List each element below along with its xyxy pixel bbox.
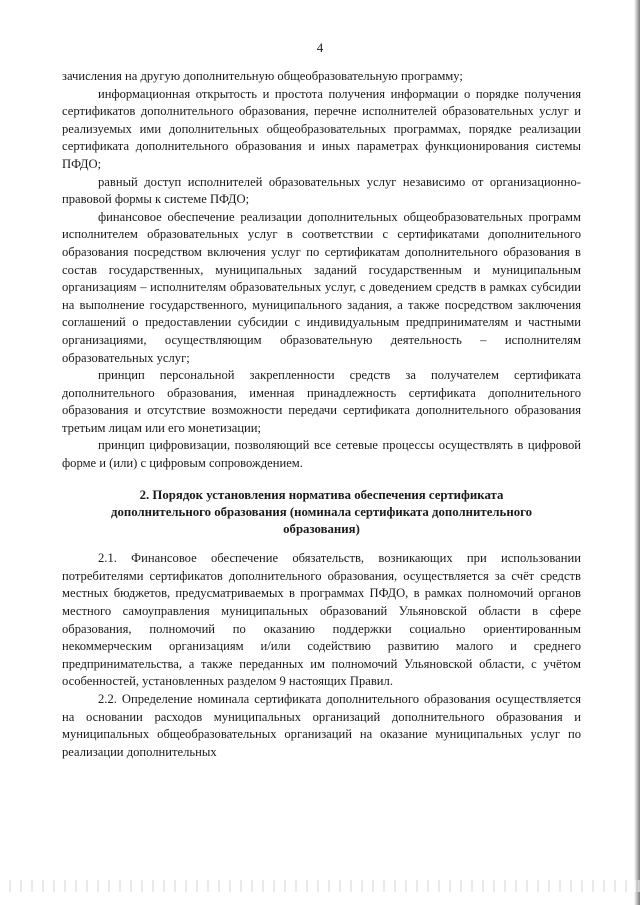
section-heading — [62, 487, 581, 539]
paragraph-information-openness: информационная открытость и простота получения информации о порядке получения сертификатов дополнительного образования, перечне исполнителей образовательных услуг и реализуемых ими дополнительных общеобразовательных программах, порядке реализации сертификата дополнительного образования и иных параметрах функционирования системы ПФДО; — [62, 86, 581, 171]
paragraph-equal-access: равный доступ исполнителей образовательных услуг независимо от организационно-правовой формы к системе ПФДО; — [62, 174, 581, 207]
scan-bottom-artifact — [0, 880, 640, 892]
page-number: 4 — [316, 40, 324, 55]
section-heading-line-3: образования) — [283, 522, 360, 537]
scan-edge-shadow — [634, 0, 640, 905]
section-heading-line-2: дополнительного образования (номинала сертификата дополнительного — [111, 504, 532, 519]
section-heading-line-1: 2. Порядок установления норматива обеспечения сертификата — [139, 487, 504, 502]
paragraph-financial-provision: финансовое обеспечение реализации дополнительных общеобразовательных программ исполнителем образовательных услуг в соответствии с сертификатами дополнительного образования посредством включения услуг по сертификатам дополнительного образования в состав государственных, муниципальных заданий государственным и муниципальным организациям – исполнителям образовательных услуг, с доведением средств в рамках субсидии на выполнение государственного, муниципального задания, а также посредством заключения соглашений о предоставлении субсидии с индивидуальным предпринимателям и частными организациями, осуществляющим образовательную деятельность – исполнителям образовательных услуг; — [62, 209, 581, 365]
paragraph-digitalization: принцип цифровизации, позволяющий все сетевые процессы осуществлять в цифровой форме и (или) с цифровым сопровождением. — [62, 438, 581, 471]
document-body — [62, 68, 581, 761]
paragraph-list-item-continuation: зачисления на другую дополнительную общеобразовательную программу; — [62, 69, 463, 83]
paragraph-2-1: 2.1. Финансовое обеспечение обязательств, возникающих при использовании потребителями сертификатов дополнительного образования, осуществляется за счёт средств местных бюджетов, предусматриваемых в программах ПФДО, в рамках полномочий органов местного самоуправления муниципальных образований Ульяновской области в сфере образования, полномочий по оказанию поддержки социально ориентированным некоммерческим организациям и/или содействию развитию малого и среднего предпринимательства, а также переданных им полномочий Ульяновской области, с учётом особенностей, установленных разделом 9 настоящих Правил. — [62, 551, 581, 689]
paragraph-2-2: 2.2. Определение номинала сертификата дополнительного образования осуществляется на основании расходов муниципальных организаций дополнительного образования и муниципальных общеобразовательных организаций на оказание муниципальных услуг по реализации дополнительных — [62, 692, 581, 759]
paragraph-personal-assignment: принцип персональной закрепленности средств за получателем сертификата дополнительного образования, именная принадлежность сертификата дополнительного образования и отсутствие возможности передачи сертификата дополнительного образования третьим лицам или его монетизации; — [62, 368, 581, 435]
